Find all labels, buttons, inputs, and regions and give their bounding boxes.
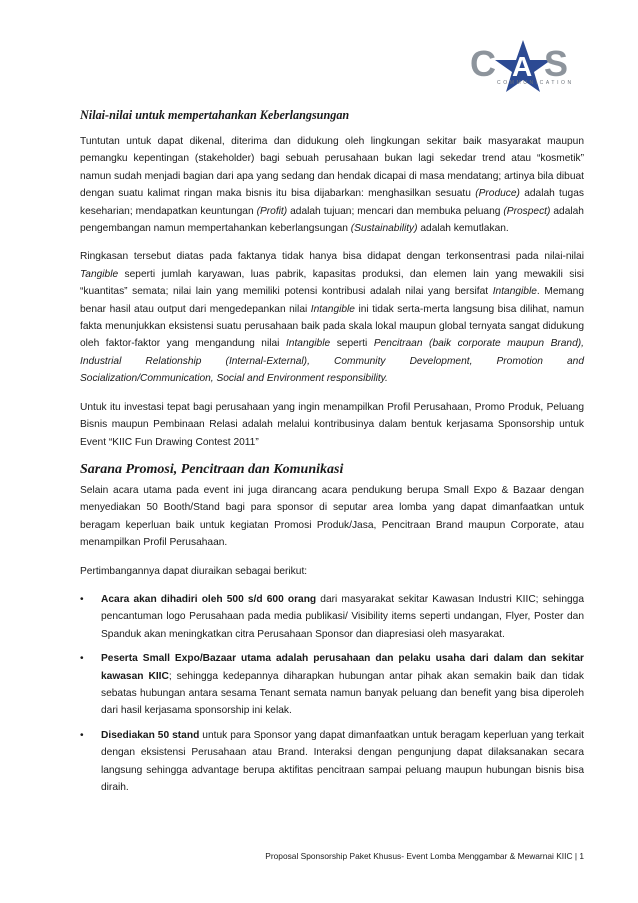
list-item: • Peserta Small Expo/Bazaar utama adalah perusahaan dan pelaku usaha dari dalam dan sekitar kawasan KIIC; sehingga kedepannya diharapkan hubungan antar pihak akan semakin baik dan tidak sebatas hubungan antara sesama Tenant semata namun banyak peluang dan benefit yang bisa diperoleh dari hasil kerjasama sponsorship ini kelak. xyxy=(80,653,584,717)
heading-nilai: Nilai-nilai untuk mempertahankan Keberlangsungan xyxy=(80,108,350,122)
paragraph-1: Tuntutan untuk dapat dikenal, diterima dan didukung oleh lingkungan sekitar baik masyarakat maupun pemangku kepentingan (stakeholder) bagi sebuah perusahaan bukan lagi sekedar trend atau “kosmetik” namun sudah menjadi bagian dari apa yang sedang dan hendak dicapai di masa mendatang; artinya bila dibuat dengan suatu kalimat ringan maka bisnis itu bisa dijabarkan: menghasilkan sesuatu (Produce) adalah tugas keseharian; mendapatkan keuntungan (Profit) adalah tujuan; mencari dan membuka peluang (Prospect) adalah pengembangan namun mempertahankan keberlangsungan (Sustainability) adalah kemutlakan. xyxy=(80,136,584,235)
list-item: • Disediakan 50 stand untuk para Sponsor yang dapat dimanfaatkan untuk beragam keperluan yang terkait dengan eksistensi Perusahaan atau Brand. Interaksi dengan pengunjung dapat dilaksanakan secara langsung sehingga advantage berupa aktifitas pencitraan sampai peluang maupun hubungan bisnis bisa diraih. xyxy=(80,729,584,793)
logo-subtitle: COMMUNICATION xyxy=(497,80,574,86)
list-item: • Acara akan dihadiri oleh 500 s/d 600 orang dari masyarakat sekitar Kawasan Industri KIIC; sehingga pencantuman logo Perusahaan pada media publikasi/ Visibility items seperti undangan, Flyer, Poster dan Spanduk akan meningkatkan citra Perusahaan Sponsor dan diapresiasi oleh masyarakat. xyxy=(80,593,584,640)
document-body xyxy=(80,108,584,803)
page-footer: Proposal Sponsorship Paket Khusus- Event Lomba Menggambar & Mewarnai KIIC | 1 xyxy=(265,851,584,861)
bullet-list xyxy=(80,591,584,796)
paragraph-5: Pertimbangannya dapat diuraikan sebagai berikut: xyxy=(80,565,308,577)
paragraph-3: Untuk itu investasi tepat bagi perusahaan yang ingin menampilkan Profil Perusahaan, Promo Produk, Peluang Bisnis maupun Pembinaan Relasi adalah melalui kontribusinya dalam bentuk kerjasama Sponsorship untuk Event “KIIC Fun Drawing Contest 2011” xyxy=(80,401,584,448)
paragraph-2: Ringkasan tersebut diatas pada faktanya tidak hanya bisa didapat dengan terkonsentrasi pada nilai-nilai Tangible seperti jumlah karyawan, luas pabrik, kapasitas produksi, dan elemen lain yang mewakili sisi “kuantitas” semata; nilai lain yang memiliki potensi kontribusi adalah nilai yang bersifat Intangible. Memang benar hasil atau output dari mengedepankan nilai Intangible ini tidak serta-merta langsung bisa dilihat, namun fakta menunjukkan eksistensi suatu perusahaan baik pada skala lokal maupun global ternyata sangat didukung oleh faktor-faktor yang mengandung nilai Intangible seperti Pencitraan (baik corporate maupun Brand), Industrial Relationship (Internal-External), Community Development, Promotion and Socialization/Communication, Social and Environment responsibility. xyxy=(80,251,584,385)
svg-text:C: C xyxy=(470,43,494,84)
svg-text:A: A xyxy=(512,51,532,82)
paragraph-4: Selain acara utama pada event ini juga dirancang acara pendukung berupa Small Expo & Bazaar dengan menyediakan 50 Booth/Stand bagi para sponsor di seputar area lomba yang dapat dimanfaatkan untuk beragam keperluan baik untuk kegiatan Promosi Produk/Jasa, Pencitraan Brand maupun Corporate, atau menampilkan Profil Perusahaan. xyxy=(80,484,584,549)
heading-sarana: Sarana Promosi, Pencitraan dan Komunikasi xyxy=(80,461,344,477)
svg-text:S: S xyxy=(544,43,569,84)
